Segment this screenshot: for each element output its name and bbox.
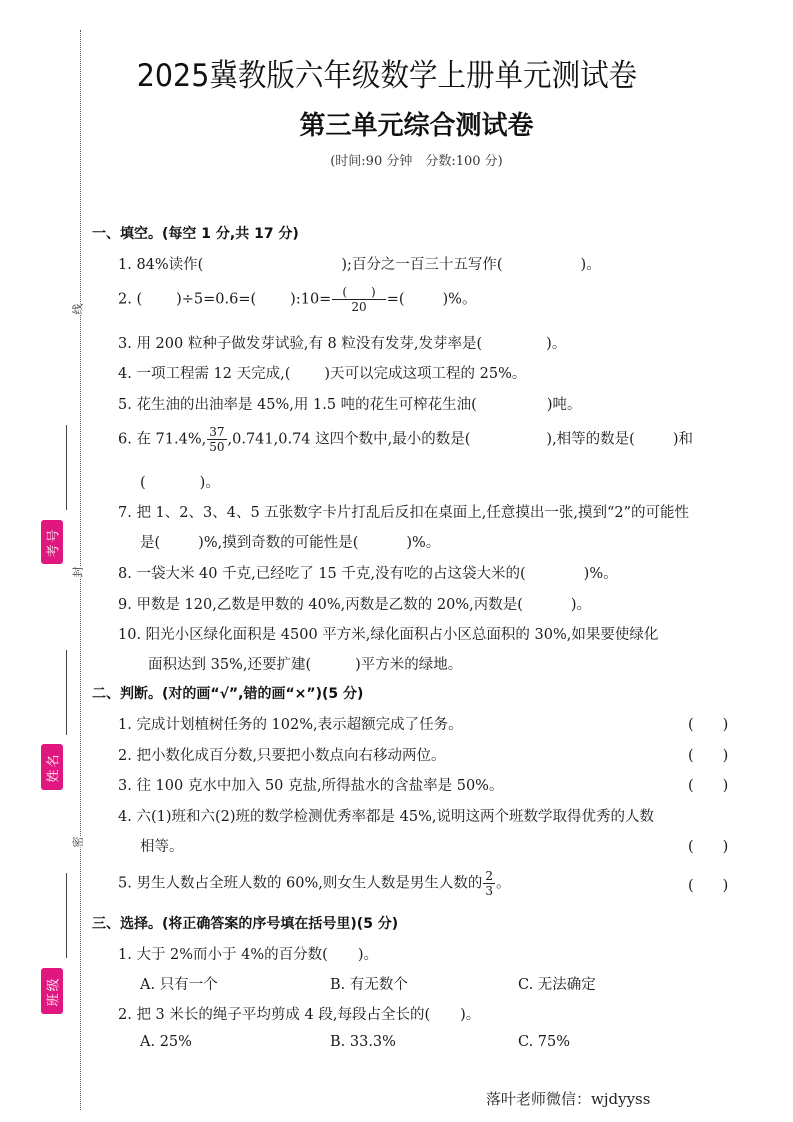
fill-question-7: 7. 把 1、2、3、4、5 五张数字卡片打乱后反扣在桌面上,任意摸出一张,摸到“2”的可能性 xyxy=(118,505,690,521)
section1-heading: 一、填空。(每空 1 分,共 17 分) xyxy=(92,226,299,242)
page-title: 2025冀教版六年级数学上册单元测试卷 xyxy=(136,58,637,94)
judge-answer-box-3[interactable]: ( ) xyxy=(688,778,729,794)
cut-char-xian: 线 xyxy=(71,303,85,315)
judge-question-1: 1. 完成计划植树任务的 102%,表示超额完成了任务。 xyxy=(118,717,463,733)
judge-answer-box-5[interactable]: ( ) xyxy=(688,878,729,894)
judge-answer-box-4[interactable]: ( ) xyxy=(688,839,729,855)
page-subtitle: 第三单元综合测试卷 xyxy=(299,111,534,141)
choice-1-option-b[interactable]: B. 有无数个 xyxy=(330,977,408,993)
judge-question-3: 3. 往 100 克水中加入 50 克盐,所得盐水的含盐率是 50%。 xyxy=(118,778,504,794)
choice-2-option-b[interactable]: B. 33.3% xyxy=(330,1034,396,1050)
judge-answer-box-2[interactable]: ( ) xyxy=(688,748,729,764)
fill-question-7-line2: 是( )%,摸到奇数的可能性是( )%。 xyxy=(140,535,441,551)
class-fill-line[interactable] xyxy=(66,873,67,958)
cut-char-mi: 密 xyxy=(71,836,85,848)
section2-heading: 二、判断。(对的画“√”,错的画“×”)(5 分) xyxy=(92,686,364,702)
section3-heading: 三、选择。(将正确答案的序号填在括号里)(5 分) xyxy=(92,916,399,932)
fill-question-4: 4. 一项工程需 12 天完成,( )天可以完成这项工程的 25%。 xyxy=(118,366,527,382)
fill-question-10: 10. 阳光小区绿化面积是 4500 平方米,绿化面积占小区总面积的 30%,如果要使绿化 xyxy=(118,627,659,643)
footer-contact: 落叶老师微信：wjdyyss xyxy=(486,1090,651,1108)
fraction-blank[interactable]: $\frac{( )}{20}$ xyxy=(332,285,385,314)
cut-char-feng: 封 xyxy=(71,566,85,578)
class-label: 班级 xyxy=(41,968,63,1014)
fraction: $\frac{2}{3}$ xyxy=(485,869,494,898)
choice-2-option-c[interactable]: C. 75% xyxy=(518,1034,571,1050)
fill-question-6-line2: ( )。 xyxy=(140,475,220,491)
fill-question-1: 1. 84%读作( );百分之一百三十五写作( )。 xyxy=(118,257,601,273)
choice-1-option-a[interactable]: A. 只有一个 xyxy=(140,977,218,993)
fill-question-5: 5. 花生油的出油率是 45%,用 1.5 吨的花生可榨花生油( )吨。 xyxy=(118,397,582,413)
judge-question-2: 2. 把小数化成百分数,只要把小数点向右移动两位。 xyxy=(118,748,446,764)
judge-question-4: 4. 六(1)班和六(2)班的数学检测优秀率都是 45%,说明这两个班数学取得优秀的人数 xyxy=(118,809,654,825)
fill-question-2: 2. ( )÷5=0.6=( ):10= $\frac{( )}{20}$ =( )%。 xyxy=(118,285,477,314)
exam-info: (时间:90 分钟 分数:100 分) xyxy=(330,154,503,169)
choice-question-2: 2. 把 3 米长的绳子平均剪成 4 段,每段占全长的( )。 xyxy=(118,1007,481,1023)
choice-2-option-a[interactable]: A. 25% xyxy=(140,1034,192,1050)
judge-question-5: 5. 男生人数占全班人数的 60%,则女生人数是男生人数的 $\frac{2}{3}$ 。 xyxy=(118,869,511,898)
judge-question-4-line2: 相等。 xyxy=(140,839,184,855)
exam-number-fill-line[interactable] xyxy=(66,425,67,510)
fill-question-9: 9. 甲数是 120,乙数是甲数的 40%,丙数是乙数的 20%,丙数是( )。 xyxy=(118,597,592,613)
fraction: $\frac{37}{50}$ xyxy=(209,425,225,454)
exam-number-label: 考号 xyxy=(41,520,63,564)
choice-question-1: 1. 大于 2%而小于 4%的百分数( )。 xyxy=(118,947,378,963)
judge-answer-box-1[interactable]: ( ) xyxy=(688,717,729,733)
fill-question-3: 3. 用 200 粒种子做发芽试验,有 8 粒没有发芽,发芽率是( )。 xyxy=(118,336,567,352)
fill-question-8: 8. 一袋大米 40 千克,已经吃了 15 千克,没有吃的占这袋大米的( )%。 xyxy=(118,566,618,582)
name-label: 姓名 xyxy=(41,744,63,790)
fill-question-6: 6. 在 71.4%, $\frac{37}{50}$ ,0.741,0.74 这四个数中,最小的数是( ),相等的数是( )和 xyxy=(118,425,694,454)
choice-1-option-c[interactable]: C. 无法确定 xyxy=(518,977,596,993)
fill-question-10-line2: 面积达到 35%,还要扩建( )平方米的绿地。 xyxy=(148,657,463,673)
name-fill-line[interactable] xyxy=(66,650,67,735)
